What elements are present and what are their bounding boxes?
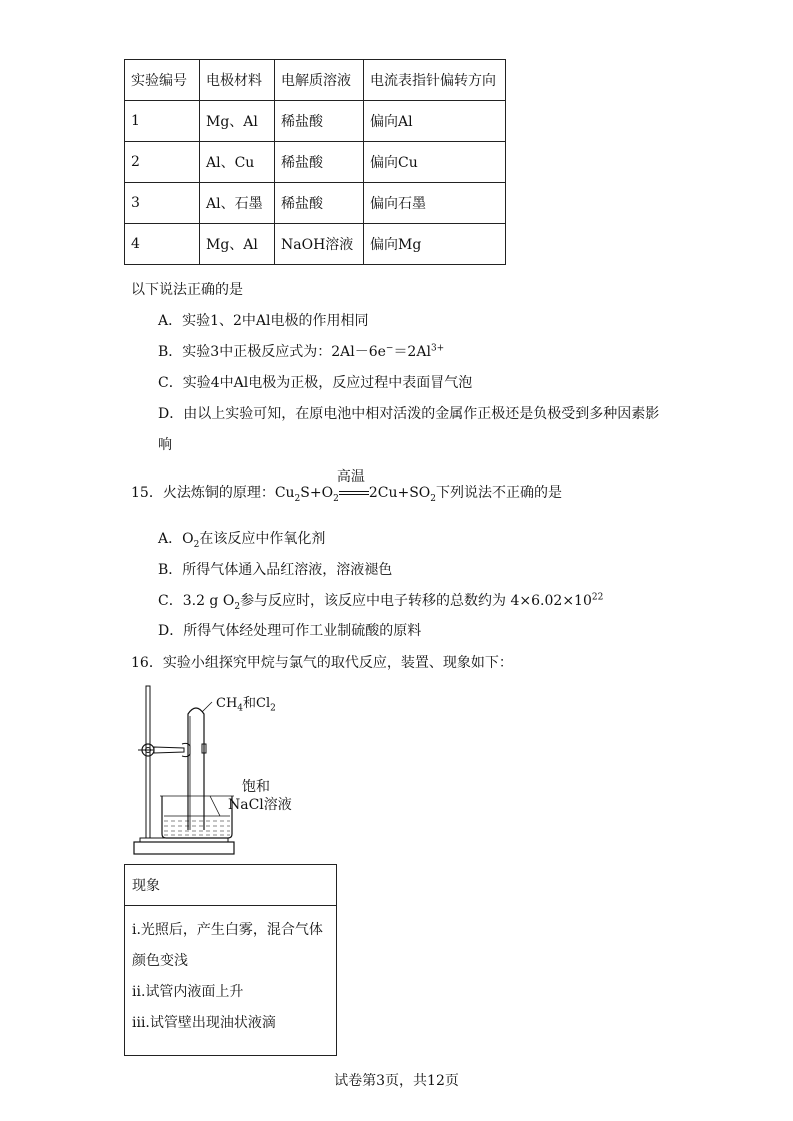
header-cell: 实验编号 [125, 60, 200, 101]
superscript: 3+ [430, 343, 445, 354]
apparatus-figure [124, 684, 300, 858]
question-16-stem: 16．实验小组探究甲烷与氯气的取代反应，装置、现象如下： [131, 655, 513, 671]
stem-text: 下列说法不正确的是 [436, 485, 562, 501]
option-a[interactable] [158, 528, 325, 550]
equals-sign [339, 491, 369, 495]
trough [162, 796, 232, 838]
phenomenon-item: ⅱ.试管内液面上升 [132, 984, 244, 1000]
table-header-row [125, 865, 337, 906]
label-leader [202, 702, 212, 712]
table-header-row [125, 60, 506, 101]
option-d[interactable]: D．由以上实验可知，在原电池中相对活泼的金属作正极还是负极受到多种因素影 [158, 406, 660, 422]
table-cell: 稀盐酸 [275, 183, 364, 224]
table-cell: 稀盐酸 [275, 101, 364, 142]
superscript: − [385, 343, 394, 354]
phenomenon-item-continued: 颜色变浅 [132, 953, 188, 969]
table-cell: 1 [125, 101, 200, 142]
reaction-arrow [336, 469, 369, 501]
header-cell: 电流表指针偏转方向 [364, 60, 506, 101]
solution-label-line1: 饱和 [242, 779, 270, 795]
stand-base [134, 842, 234, 854]
subscript: 2 [193, 539, 200, 550]
option-c[interactable]: C．实验4中Al电极为正极，反应过程中表面冒气泡 [158, 375, 473, 391]
subscript: 4 [237, 703, 244, 714]
table-row [125, 101, 506, 142]
phenomena-table [124, 864, 337, 1056]
question-15-stem [131, 469, 562, 504]
table-cell: 稀盐酸 [275, 142, 364, 183]
subscript: 2 [294, 493, 301, 504]
table-cell: 2 [125, 142, 200, 183]
experiment-table [124, 59, 506, 265]
header-cell: 现象 [125, 865, 337, 906]
table-cell: NaOH溶液 [275, 224, 364, 265]
stem-text: S+O [300, 485, 334, 501]
table-cell: 偏向石墨 [364, 183, 506, 224]
label-text: 和Cl [243, 696, 271, 711]
table-cell: 3 [125, 183, 200, 224]
subscript: 2 [270, 703, 276, 714]
table-row [125, 142, 506, 183]
option-text: 参与反应时，该反应中电子转移的总数约为 4×6.02×10 [240, 593, 592, 609]
option-b[interactable]: B．所得气体通入品红溶液，溶液褪色 [158, 562, 393, 578]
table-row [125, 906, 337, 1056]
table-cell: 偏向Mg [364, 224, 506, 265]
clamp-bar [154, 747, 184, 753]
table-cell: 4 [125, 224, 200, 265]
stem-text: 15．火法炼铜的原理：Cu [131, 485, 295, 501]
clamp-jaw [182, 743, 190, 756]
stand-rod [146, 686, 150, 838]
table-cell: 偏向Al [364, 101, 506, 142]
phenomenon-item: ⅰ.光照后，产生白雾，混合气体 [132, 922, 323, 938]
superscript: 22 [591, 592, 604, 603]
stem-text: 2Cu+SO [368, 485, 431, 501]
table-cell [125, 906, 337, 1056]
table-row [125, 183, 506, 224]
reaction-condition: 高温 [336, 469, 365, 485]
option-c[interactable] [158, 590, 603, 612]
table-cell: Al、石墨 [200, 183, 275, 224]
page-footer: 试卷第3页，共12页 [334, 1073, 459, 1089]
subscript: 2 [234, 601, 241, 612]
subscript: 2 [333, 493, 339, 504]
table-cell: Al、Cu [200, 142, 275, 183]
option-d-continued: 响 [158, 437, 172, 453]
table-cell: 偏向Cu [364, 142, 506, 183]
option-text: C．3.2 g O [158, 593, 235, 609]
question-stem: 以下说法正确的是 [131, 282, 243, 298]
option-text: ＝2Al [393, 344, 431, 360]
table-cell: Mg、Al [200, 101, 275, 142]
option-d[interactable]: D．所得气体经处理可作工业制硫酸的原料 [158, 623, 422, 639]
phenomenon-item: ⅲ.试管壁出现油状液滴 [132, 1015, 276, 1031]
option-text: A．O [158, 531, 194, 547]
option-text: B．实验3中正极反应式为：2Al－6e [158, 344, 386, 360]
header-cell: 电解质溶液 [275, 60, 364, 101]
gas-label [216, 692, 276, 714]
subscript: 2 [430, 493, 436, 504]
table-cell: Mg、Al [200, 224, 275, 265]
header-cell: 电极材料 [200, 60, 275, 101]
solution-label-line2: NaCl溶液 [228, 797, 292, 813]
label-text: CH [216, 696, 238, 711]
option-a[interactable]: A．实验1、2中Al电极的作用相同 [158, 313, 369, 329]
table-row [125, 224, 506, 265]
option-b[interactable] [158, 341, 444, 361]
option-text: 在该反应中作氧化剂 [199, 531, 326, 547]
solution-leader [210, 796, 220, 816]
